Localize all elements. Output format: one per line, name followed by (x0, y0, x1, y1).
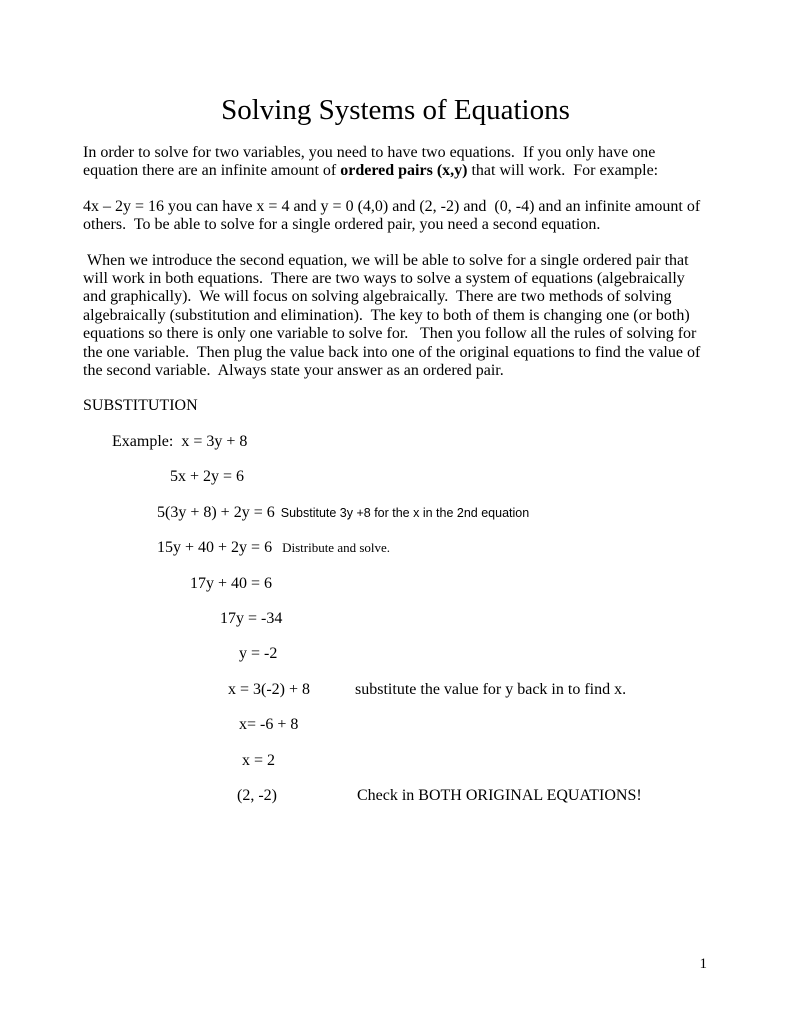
page-number: 1 (699, 956, 707, 972)
step-row (83, 610, 708, 628)
step-row (83, 681, 708, 699)
step-row (83, 787, 708, 805)
step-row-example (83, 433, 708, 451)
equation-text: x = 3(-2) + 8 (228, 680, 311, 698)
substitution-steps (83, 433, 708, 805)
equation-text: 5(3y + 8) + 2y = 6 (157, 503, 275, 521)
step-row (83, 575, 708, 593)
step-note: Check in BOTH ORIGINAL EQUATIONS! (356, 786, 642, 804)
page-content (0, 94, 791, 805)
step-note: Substitute 3y +8 for the x in the 2nd equation (280, 505, 530, 520)
intro-text-after-bold: that will work. For example: (467, 162, 659, 180)
equation-text: 5x + 2y = 6 (170, 468, 245, 486)
step-row (83, 752, 708, 770)
equation-text: x= -6 + 8 (239, 716, 299, 734)
equation-text: y = -2 (239, 645, 278, 663)
step-note: Distribute and solve. (282, 540, 391, 556)
methods-paragraph: When we introduce the second equation, we will be able to solve for a single ordered pair that will work in both equations. There are two ways to solve a system of equations (algebraically and graphically). We will focus on solving algebraically. There are two methods of solving algebraically (substitution and elimination). The key to both of them is changing one (or both) equations so there is only one variable to solve for. Then you follow all the rules of solving for the one variable. Then plug the value back into one of the original equations to find the value of the second variable. Always state your answer as an ordered pair. (83, 251, 705, 380)
equation-text: Example: x = 3y + 8 (112, 432, 248, 450)
step-row (83, 468, 708, 486)
document-title: Solving Systems of Equations (221, 94, 570, 126)
example-paragraph: 4x – 2y = 16 you can have x = 4 and y = 0 (4,0) and (2, -2) and (0, -4) and an infinite amount of others. To be able to solve for a single ordered pair, you need a second equation. (83, 197, 705, 234)
intro-text-before-bold: In order to solve for two variables, you need to have two equations. If you only have one equation there are an infinite amount of (83, 144, 660, 180)
step-note: substitute the value for y back in to find x. (355, 680, 627, 698)
equation-text: x = 2 (242, 751, 276, 769)
intro-bold-text: ordered pairs (x,y) (340, 162, 468, 180)
equation-text: (2, -2) (237, 786, 277, 804)
step-row (83, 504, 708, 522)
intro-paragraph (83, 144, 708, 181)
equation-text: 17y = -34 (220, 609, 283, 627)
equation-text: 17y + 40 = 6 (190, 574, 273, 592)
equation-text: 15y + 40 + 2y = 6 (157, 539, 273, 557)
step-row (83, 716, 708, 734)
substitution-heading: SUBSTITUTION (83, 397, 198, 415)
step-row (83, 645, 708, 663)
step-row (83, 539, 708, 557)
